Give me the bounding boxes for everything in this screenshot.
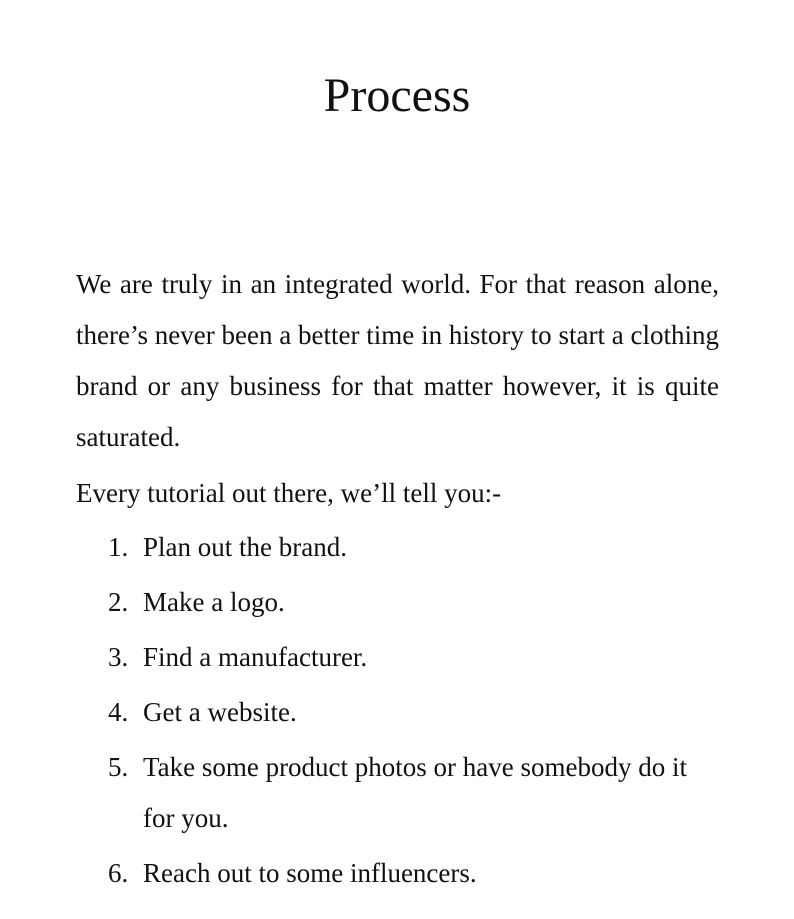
list-item [76, 577, 719, 628]
list-item [76, 632, 719, 683]
list-item [76, 687, 719, 738]
list-item-text: Plan out the brand. [143, 532, 347, 562]
list-item-number: 4. [108, 697, 129, 727]
page-title: Process [323, 69, 471, 122]
list-item [76, 742, 719, 844]
list-item-text: Get a website. [143, 697, 297, 727]
list-item-number: 3. [108, 642, 129, 672]
list-item-number: 5. [108, 752, 129, 782]
steps-list [76, 522, 719, 903]
list-item-text: Find a manufacturer. [143, 642, 368, 672]
list-item-text: Make a logo. [143, 587, 285, 617]
list-item-number: 1. [108, 532, 129, 562]
list-item-number: 6. [108, 858, 129, 888]
list-item-text: Reach out to some influencers. [143, 858, 477, 888]
list-item [76, 848, 719, 899]
tutorial-lead-paragraph: Every tutorial out there, we’ll tell you:- [76, 478, 502, 508]
list-item [76, 522, 719, 573]
list-item-text: Take some product photos or have somebody do it for you. [143, 752, 688, 833]
intro-paragraph: We are truly in an integrated world. For that reason alone, there’s never been a better time in history to start a clothing brand or any business for that matter however, it is quite saturated. [76, 269, 719, 452]
list-item-number: 2. [108, 587, 129, 617]
